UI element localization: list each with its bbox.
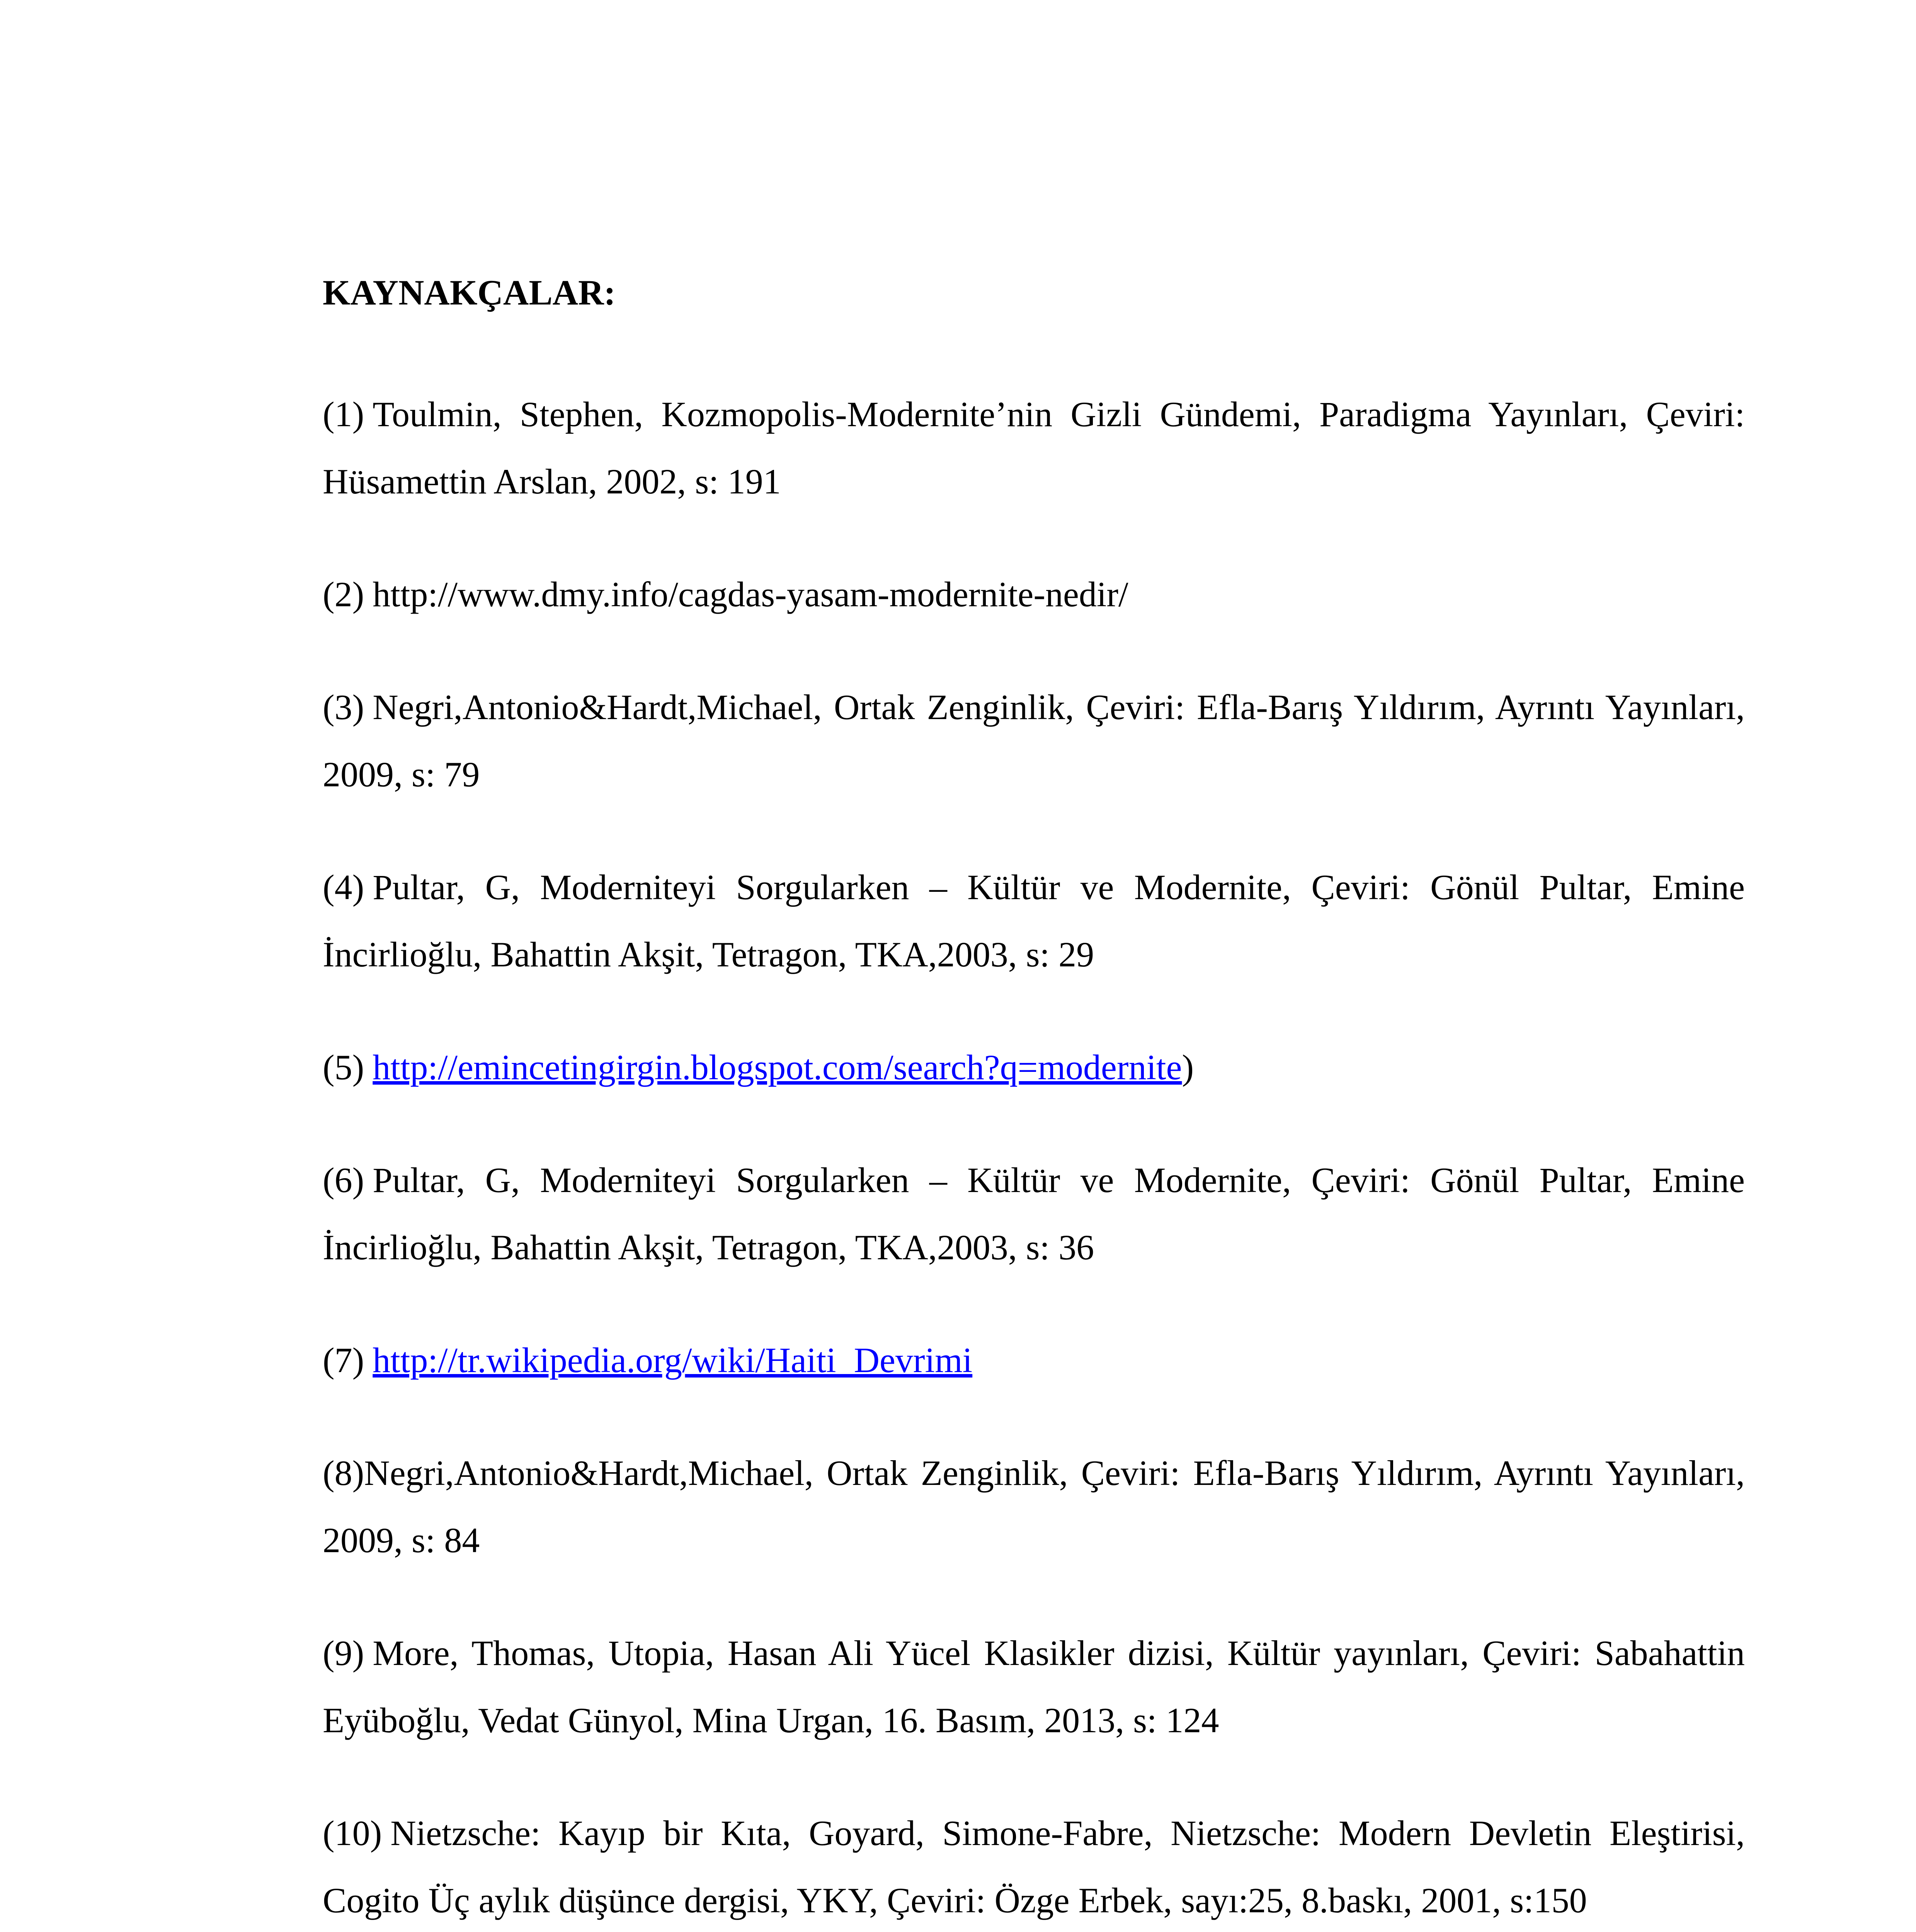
reference-number: (5) [323,1048,364,1087]
reference-item-10 [323,1799,1745,1932]
reference-suffix: ) [1182,1048,1194,1087]
references-heading: KAYNAKÇALAR: [323,273,616,312]
reference-item-2 [323,561,1745,628]
references-section [323,270,1745,1932]
reference-text: Nietzsche: Kayıp bir Kıta, Goyard, Simone-Fabre, Nietzsche: Modern Devletin Eleştirisi, Cogito Üç aylık düşünce dergisi, YKY, Çeviri: Özge Erbek, sayı:25, 8.baskı, 2001, s:150 [323,1813,1745,1920]
reference-number: (9) [323,1633,364,1673]
reference-item-4 [323,854,1745,988]
reference-item-6 [323,1146,1745,1281]
reference-text: http://www.dmy.info/cagdas-yasam-modernite-nedir/ [373,575,1128,614]
reference-item-7 [323,1327,1745,1394]
reference-link[interactable]: http://emincetingirgin.blogspot.com/search?q=modernite [373,1048,1182,1087]
reference-text: Pultar, G, Moderniteyi Sorgularken – Kültür ve Modernite, Çeviri: Gönül Pultar, Emine İncirlioğlu, Bahattin Akşit, Tetragon, TKA,2003, s: 36 [323,1160,1745,1267]
reference-text: Toulmin, Stephen, Kozmopolis-Modernite’nin Gizli Gündemi, Paradigma Yayınları, Çeviri: Hüsamettin Arslan, 2002, s: 191 [323,395,1745,501]
reference-number: (7) [323,1340,364,1380]
reference-text: Negri,Antonio&Hardt,Michael, Ortak Zenginlik, Çeviri: Efla-Barış Yıldırım, Ayrıntı Yayınları, 2009, s: 84 [323,1453,1745,1560]
reference-number: (8) [323,1453,364,1493]
reference-item-8 [323,1439,1745,1574]
reference-number: (3) [323,687,364,727]
reference-link[interactable]: http://tr.wikipedia.org/wiki/Haiti_Devrimi [373,1340,973,1380]
reference-number: (6) [323,1160,364,1200]
reference-number: (2) [323,575,364,614]
reference-number: (1) [323,395,364,434]
reference-number: (10) [323,1813,382,1853]
reference-text: Pultar, G, Moderniteyi Sorgularken – Kültür ve Modernite, Çeviri: Gönül Pultar, Emine İncirlioğlu, Bahattin Akşit, Tetragon, TKA,2003, s: 29 [323,867,1745,974]
reference-item-5 [323,1034,1745,1101]
reference-item-3 [323,673,1745,808]
reference-number: (4) [323,867,364,907]
reference-text: Negri,Antonio&Hardt,Michael, Ortak Zenginlik, Çeviri: Efla-Barış Yıldırım, Ayrıntı Yayınları, 2009, s: 79 [323,687,1745,794]
reference-text: More, Thomas, Utopia, Hasan Ali Yücel Klasikler dizisi, Kültür yayınları, Çeviri: Sabahattin Eyüboğlu, Vedat Günyol, Mina Urgan, 16. Basım, 2013, s: 124 [323,1633,1745,1740]
reference-item-9 [323,1619,1745,1754]
reference-item-1 [323,381,1745,515]
